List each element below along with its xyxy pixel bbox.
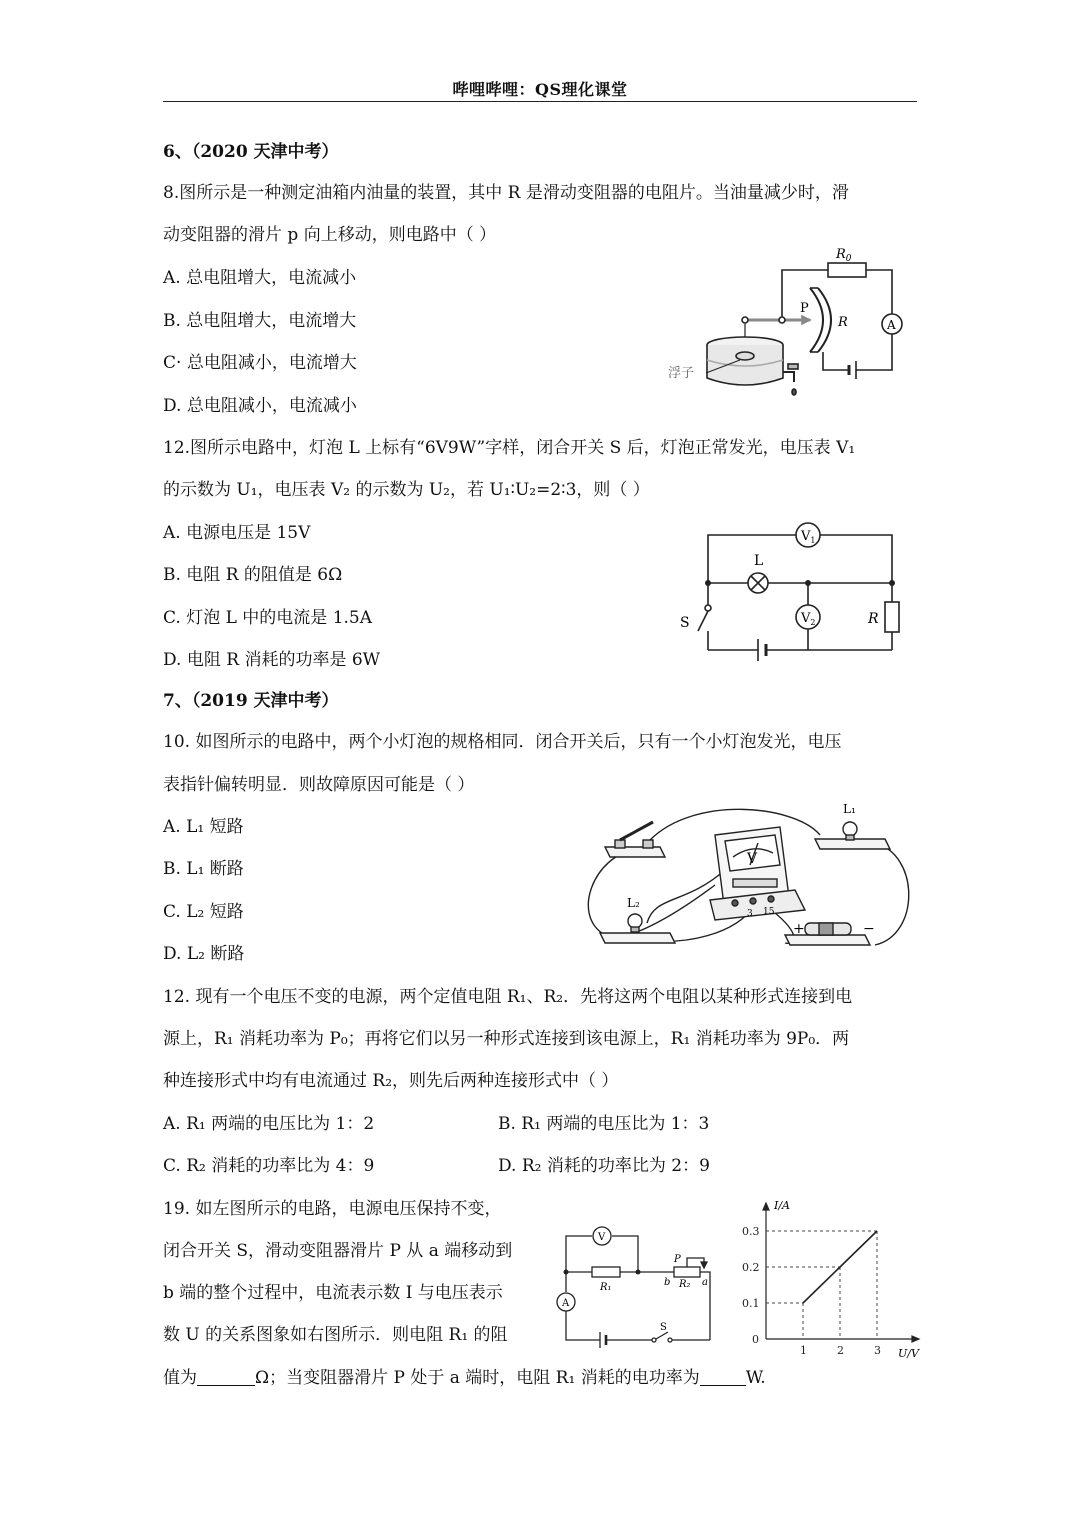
battery-plus-label: + [793,921,805,937]
q12b-stem-line1: 12. 现有一个电压不变的电源，两个定值电阻 R₁、R₂．先将这两个电阻以某种形式连接到电 [163,987,853,1007]
q19-p-label: P [674,1254,681,1265]
x-tick-1: 1 [800,1344,807,1357]
q12a-stem-line2: 的示数为 U₁，电压表 V₂ 的示数为 U₂，若 U₁∶U₂=2∶3，则（ ） [163,480,650,500]
y-tick-0.3: 0.3 [742,1225,760,1238]
q19-blank-1[interactable] [197,1367,255,1386]
q8-option-c: C· 总电阻减小，电流增大 [163,353,357,373]
switch-base [605,847,665,857]
v2-label: $V_2$ [801,611,816,627]
q19-stem-line4: 数 U 的关系图象如右图所示．则电阻 R₁ 的阻 [163,1325,508,1345]
y-tick-0.1: 0.1 [742,1297,760,1310]
float [736,352,754,360]
q12b-stem-line2: 源上，R₁ 消耗功率为 P₀；再将它们以另一种形式连接到该电源上，R₁ 消耗功率为 9P₀．两 [163,1029,850,1049]
q8-option-a: A. 总电阻增大，电流减小 [163,268,357,288]
x-tick-2: 2 [837,1344,844,1357]
q12b-stem-line3: 种连接形式中均有电流通过 R₂，则先后两种连接形式中（ ） [163,1071,619,1091]
q19-last-pre: 值为 [163,1368,197,1388]
switch-label: S [680,615,690,631]
q19-r2-label: R₂ [679,1279,691,1290]
slide-resistor-r [810,288,823,352]
q19-stem-line3: b 端的整个过程中，电流表示数 I 与电压表示 [163,1283,503,1303]
q19-r2 [674,1267,700,1277]
l2-label: L₂ [627,896,640,910]
q10-stem-line2: 表指针偏转明显．则故障原因可能是（ ） [163,775,475,795]
resistor-r [885,602,899,632]
q19-blank-2[interactable] [700,1367,746,1386]
section-6-heading: 6、（2020 天津中考） [163,142,339,162]
q8-option-d: D. 总电阻减小，电流减小 [163,396,357,416]
xlabel: U/V [898,1347,919,1360]
q10-physical-circuit-figure [575,795,915,960]
q19-a-end-label: a [702,1277,708,1288]
r0-label: $R_0$ [836,247,852,264]
q12a-circuit-figure [670,515,910,675]
float-label: 浮子 [668,366,695,381]
terminal-15-label: 15 [763,907,775,917]
q8-oil-gauge-figure [660,240,920,405]
q12b-option-a: A. R₁ 两端的电压比为 1：2 [163,1114,375,1134]
q12a-option-b: B. 电阻 R 的阻值是 6Ω [163,565,343,585]
q19-stem-line1: 19. 如左图所示的电路，电源电压保持不变， [163,1199,502,1219]
ammeter-label: A [887,318,896,332]
q12a-stem-line1: 12.图所示电路中，灯泡 L 上标有“6V9W”字样，闭合开关 S 后，灯泡正常发光，电压表 V₁ [163,438,856,458]
q12b-option-b: B. R₁ 两端的电压比为 1：3 [498,1114,710,1134]
q19-r1 [592,1267,620,1277]
r-label: R [838,315,848,330]
p-label: P [800,301,809,316]
section-7-heading: 7、（2019 天津中考） [163,691,339,711]
q19-r1-label: R₁ [600,1282,612,1293]
q8-stem-line2: 动变阻器的滑片 p 向上移动，则电路中（ ） [163,225,497,245]
v1-label: $V_1$ [801,529,816,545]
q19-circuit-figure [552,1222,717,1347]
q19-v-label: V [598,1232,606,1243]
q19-last-mid: Ω；当变阻器滑片 P 处于 a 端时，电阻 R₁ 消耗的电功率为 [255,1368,700,1388]
q12a-option-a: A. 电源电压是 15V [163,523,311,543]
q19-switch [656,1332,668,1339]
switch-s [698,611,708,631]
resistor-label: R [868,611,879,627]
q12b-option-d: D. R₂ 消耗的功率比为 2：9 [498,1156,710,1176]
q19-s-label: S [660,1322,667,1333]
r0-resistor [828,263,866,277]
q10-stem-line1: 10. 如图所示的电路中，两个小灯泡的规格相同．闭合开关后，只有一个小灯泡发光，电压 [163,732,842,752]
q12a-option-c: C. 灯泡 L 中的电流是 1.5A [163,608,373,628]
q19-stem-line2: 闭合开关 S，滑动变阻器滑片 P 从 a 端移动到 [163,1241,513,1261]
q19-a-label: A [562,1298,570,1309]
q8-stem-line1: 8.图所示是一种测定油箱内油量的装置，其中 R 是滑动变阻器的电阻片。当油量减少时，滑 [163,183,849,203]
q19-last-post: W. [745,1368,766,1388]
q10-option-d: D. L₂ 断路 [163,944,245,964]
battery-minus-label: − [863,921,875,937]
lamp-l2-board [600,933,675,943]
x-tick-3: 3 [874,1344,881,1357]
x-tick-0: 0 [752,1333,759,1346]
terminal-3-label: 3 [747,909,753,919]
q10-option-c: C. L₂ 短路 [163,902,244,922]
q12b-option-c: C. R₂ 消耗的功率比为 4：9 [163,1156,375,1176]
q12a-option-d: D. 电阻 R 消耗的功率是 6W [163,650,381,670]
q19-b-label: b [664,1277,671,1288]
q8-option-b: B. 总电阻增大，电流增大 [163,311,357,331]
q19-iu-graph [740,1195,925,1360]
q19-stem-line5 [163,1366,766,1390]
l1-label: L₁ [843,802,856,816]
page-header: 哔哩哔哩：QS理化课堂 [452,80,628,99]
voltmeter-label: V [747,851,758,867]
lamp-label: L [754,553,764,569]
ylabel: I/A [774,1199,790,1212]
y-tick-0.2: 0.2 [742,1261,760,1274]
header-rule [163,101,917,102]
q10-option-b: B. L₁ 断路 [163,859,244,879]
q10-option-a: A. L₁ 短路 [163,817,244,837]
